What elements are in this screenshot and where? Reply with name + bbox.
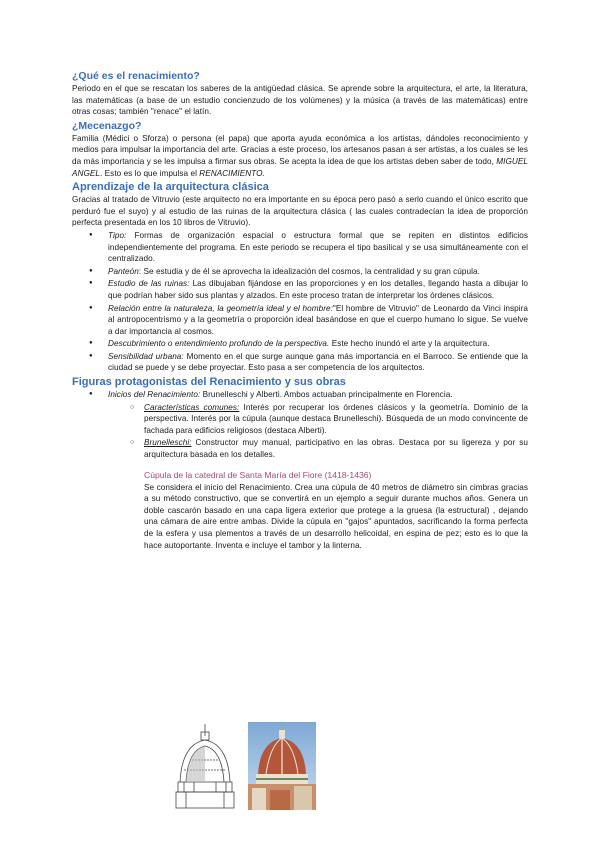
work-title: Cúpula de la catedral de Santa María del Fiore (1418-1436) bbox=[144, 469, 372, 480]
text-tipo: Formas de organización espacial o estructura formal que se repiten en distintos edificios independientemente del programa. En este periodo se recupera el tipo basilical y se usa simultáneamente con el centralizado. bbox=[108, 230, 528, 264]
section-title-figuras: Figuras protagonistas del Renacimiento y sus obras bbox=[72, 376, 346, 389]
text-inicios: Brunelleschi y Alberti. Ambos actuaban principalmente en Florencia. bbox=[200, 390, 453, 400]
term-naturaleza: Relación entre la naturaleza, la geometría ideal y el hombre: bbox=[108, 303, 333, 313]
term-perspectiva: Descubrimiento o entendimiento profundo de la perspectiva. bbox=[108, 339, 330, 349]
term-ruinas: Estudio de las ruinas: bbox=[108, 279, 190, 289]
paragraph-renacimiento: Periodo en el que se rescatan los saberes de la antigüedad clásica. Se aprende sobre la arquitectura, el arte, la literatura, las matemáticas (a base de un estudio concienzudo de los volúmenes) y la música (a través de las matemáticas) entre otras cosas; también "renace" el latín. bbox=[72, 84, 528, 117]
section-title-renacimiento: ¿Qué es el renacimiento? bbox=[72, 70, 200, 82]
text-perspectiva: Este hecho inundó el arte y la arquitectura. bbox=[329, 339, 490, 349]
list-item-perspectiva bbox=[72, 338, 528, 350]
list-item-sensibilidad-urbana bbox=[72, 351, 528, 374]
list-item-ruinas bbox=[72, 278, 528, 301]
mecenazgo-text-b: . Esto es lo que impulsa el bbox=[100, 168, 200, 178]
term-panteon: Panteón bbox=[108, 266, 139, 276]
document-page bbox=[72, 70, 528, 552]
dome-section-sketch-image bbox=[172, 722, 238, 810]
work-block bbox=[72, 469, 528, 552]
term-inicios: Inicios del Renacimiento: bbox=[108, 390, 201, 400]
dome-images bbox=[172, 722, 452, 812]
list-item-inicios bbox=[72, 389, 528, 401]
term-brunelleschi: Brunelleschi: bbox=[144, 438, 192, 448]
mecenazgo-emphasis-renacimiento: RENACIMIENTO. bbox=[199, 168, 265, 178]
sublist-figuras bbox=[72, 402, 528, 461]
work-description: Se considera el inicio del Renacimiento. Crea una cúpula de 40 metros de diámetro sin cimbras gracias a su método constructivo, que se convertirá en un ejemplo a seguir durante muchos años. Genera un doble cascarón basado en una capa ligera exterior que protege a la gruesa (la estructural) , dejando una cámara de aire entre ambas. Divide la cúpula en "gajos" apuntados, sacrificando la forma perfecta de la esfera y usa plementos a través de un desarrollo helicoidal, en espina de pez; esto es lo que la hace autoportante. Inventa e incluye el tambor y la linterna. bbox=[144, 482, 528, 550]
mecenazgo-text-a: Familia (Médici o Sforza) o persona (el papa) que aporta ayuda económica a los artistas, dándoles reconocimiento y medios para impulsar la importancia del arte. Gracias a este proceso, los artesanos pasan a ser artistas, a los cuales se les da más importancia y se les impulsa a firmar sus obras. Se acepta la idea de que los artistas deben saber de todo, bbox=[72, 133, 528, 166]
paragraph-vitruvio: Gracias al tratado de Vitruvio (este arquitecto no era importante en su época pero pasó a serlo cuando el único escrito que perduró fue el suyo) y al estudio de las ruinas de la arquitectura clásica ( las cuales contradecían la idea de proporción perfecta presentada en los 10 libros de Vitruvio). bbox=[72, 195, 528, 228]
text-sensibilidad: Momento en el que surge aunque gana más importancia en el Barroco. Se entiende que la ciudad se puede y se debe proyectar. Esto pasa a ser competencia de los arquitectos. bbox=[108, 351, 528, 373]
text-caracteristicas: Interés por recuperar los órdenes clásicos y la geometría. Dominio de la perspectiva. Interés por la cúpula (aunque destaca Brunelleschi). Búsqueda de un modo convincente de fachada para edificios religiosos (destaca Alberti). bbox=[144, 402, 529, 435]
list-item-panteon bbox=[72, 266, 528, 278]
text-panteon: : Se estudia y de él se aprovecha la idealización del cosmos, la centralidad y su gran cúpula. bbox=[138, 266, 480, 276]
text-naturaleza: "El hombre de Vitruvio" de Leonardo da Vinci inspira al antropocentrismo y a la geometría o proporción ideal basándose en que el cuerpo humano lo sigue. Se vuelve a dar importancia al cosmos. bbox=[108, 303, 528, 336]
dome-photo-image bbox=[248, 722, 316, 810]
sublist-item-caracteristicas bbox=[72, 402, 528, 437]
text-ruinas: Las dibujaban fijándose en las proporciones y en los detalles, llegando hasta a dibujar lo que podrían haber sido sus plantas y alzados. En este proceso tratan de interpretar los órdenes clásicos. bbox=[108, 279, 528, 300]
section-title-mecenazgo: ¿Mecenazgo? bbox=[72, 119, 142, 132]
term-sensibilidad: Sensibilidad urbana: bbox=[108, 351, 184, 361]
term-caracteristicas: Características comunes: bbox=[144, 402, 240, 412]
list-arquitectura-clasica bbox=[72, 230, 528, 374]
sublist-item-brunelleschi bbox=[72, 437, 528, 460]
paragraph-mecenazgo bbox=[72, 133, 528, 179]
list-item-tipo bbox=[72, 230, 528, 265]
mecenazgo-emphasis-miguel-angel: MIGUEL ANGEL bbox=[72, 156, 528, 178]
list-item-naturaleza bbox=[72, 303, 528, 338]
term-tipo: Tipo: bbox=[108, 230, 127, 240]
section-title-arquitectura-clasica: Aprendizaje de la arquitectura clásica bbox=[72, 181, 269, 194]
text-brunelleschi: Constructor muy manual, participativo en las obras. Destaca por su ligereza y por su arquitectura basada en los detalles. bbox=[144, 438, 528, 460]
list-figuras bbox=[72, 389, 528, 401]
